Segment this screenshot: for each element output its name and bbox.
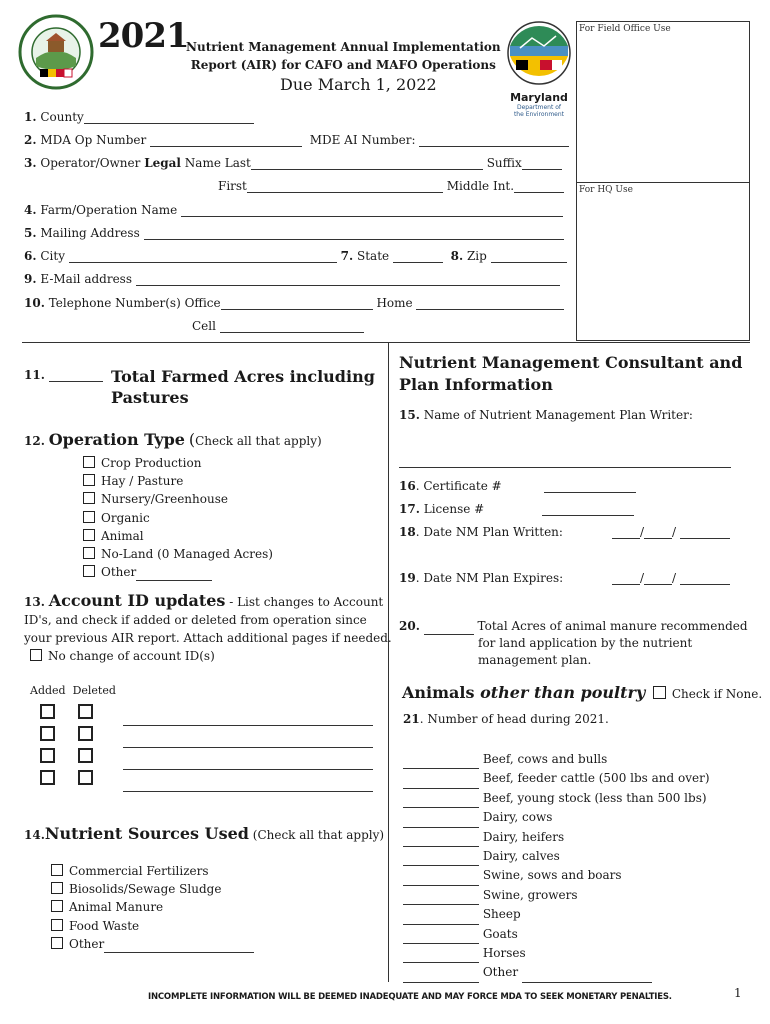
q21-head-count: 21. Number of head during 2021. [403,712,609,726]
q17-license: 17. License # [399,502,634,516]
deleted-checkbox[interactable] [78,748,93,763]
first-name-input[interactable] [247,180,443,193]
no-change-option[interactable]: No change of account ID(s) [24,647,392,665]
mde-logo-sub2: the Environment [513,111,565,118]
field-operator-name: 3. Operator/Owner Legal Name Last Suffix [24,156,562,170]
field-county: 1. County [24,110,254,124]
q14-heading: 14.Nutrient Sources Used (Check all that apply) [24,824,385,843]
q20-manure-acres: 20. Total Acres of animal manure recommended for land application by the nutrient management plan. [399,619,748,667]
checkbox-icon[interactable] [83,456,95,468]
checkbox-icon[interactable] [51,882,63,894]
field-office-use-box[interactable] [576,21,750,183]
animal-row: Dairy, calves [403,847,710,866]
deleted-checkbox[interactable] [78,770,93,785]
account-id-input[interactable] [123,713,373,726]
q11-title: Total Farmed Acres including Pastures [111,367,375,407]
checkbox-icon[interactable] [30,649,42,661]
head-count-input[interactable] [403,853,479,866]
operation-type-option[interactable]: Animal [83,527,273,545]
animal-row: Swine, sows and boars [403,866,710,885]
animal-row: Dairy, cows [403,808,710,827]
license-input[interactable] [542,503,634,516]
phone-cell-input[interactable] [220,320,364,333]
field-city-state-zip: 6. City 7. State 8. Zip [24,249,567,263]
checkbox-icon[interactable] [51,864,63,876]
operation-type-option[interactable]: Organic [83,509,273,527]
report-year: 2021 [98,16,189,56]
county-input[interactable] [84,111,254,124]
head-count-input[interactable] [403,834,479,847]
field-office-use-label: For Field Office Use [579,24,671,34]
manure-acres-input[interactable] [424,622,474,635]
account-id-input[interactable] [123,735,373,748]
operation-type-option[interactable]: No-Land (0 Managed Acres) [83,545,273,563]
head-count-input[interactable] [403,815,479,828]
section-divider [22,342,750,343]
date-written-input[interactable]: / / [612,525,730,539]
nutrient-source-option[interactable]: Commercial Fertilizers [51,862,254,880]
middle-initial-input[interactable] [514,180,564,193]
operation-type-option[interactable]: Crop Production [83,454,273,472]
mde-emblem-icon [506,20,572,86]
account-id-input[interactable] [123,757,373,770]
hq-use-label: For HQ Use [579,185,633,195]
q18-date-written: 18. Date NM Plan Written: [399,525,563,539]
head-count-input[interactable] [403,912,479,925]
page-number: 1 [734,986,742,1000]
added-checkbox[interactable] [40,726,55,741]
date-expires-input[interactable]: / / [612,571,730,585]
plan-writer-input[interactable] [399,455,731,468]
nutrient-source-option[interactable]: Animal Manure [51,898,254,916]
nutrient-source-option[interactable]: Food Waste [51,917,254,935]
deleted-checkbox[interactable] [78,704,93,719]
checkbox-icon[interactable] [51,937,63,949]
phone-office-input[interactable] [221,297,373,310]
report-title [186,38,501,74]
animal-row: Sheep [403,905,710,924]
consultant-section-title: Nutrient Management Consultant and Plan Information [399,353,743,394]
account-id-row [40,726,373,748]
field-cell: Cell [192,319,364,333]
animal-other-input[interactable] [522,970,652,983]
added-checkbox[interactable] [40,748,55,763]
mda-seal-logo [18,14,94,90]
checkbox-icon[interactable] [83,474,95,486]
title-line-1: Nutrient Management Annual Implementation [186,40,501,54]
checkbox-icon[interactable] [83,547,95,559]
field-first-name: First Middle Int. [218,179,564,193]
last-name-input[interactable] [251,157,483,170]
checkbox-icon[interactable] [83,565,95,577]
checkbox-icon[interactable] [83,492,95,504]
field-farm-name: 4. Farm/Operation Name [24,203,563,217]
none-checkbox[interactable] [653,686,666,699]
mde-ai-number-input[interactable] [419,134,569,147]
head-count-input[interactable] [403,892,479,905]
due-date: Due March 1, 2022 [280,75,437,94]
account-id-row [40,770,373,792]
suffix-input[interactable] [522,157,562,170]
head-count-input[interactable] [403,950,479,963]
total-acres-input[interactable] [49,369,103,382]
q15-plan-writer: 15. Name of Nutrient Management Plan Writer: [399,408,693,422]
deleted-checkbox[interactable] [78,726,93,741]
account-id-rows [40,704,373,792]
head-count-input[interactable] [403,970,479,983]
animal-row: Goats [403,925,710,944]
penalty-footer-note: INCOMPLETE INFORMATION WILL BE DEEMED INADEQUATE AND MAY FORCE MDA TO SEEK MONETARY PENALTIES. [148,992,672,1002]
head-count-input[interactable] [403,873,479,886]
mde-logo-name: Maryland [510,91,568,104]
account-id-row [40,704,373,726]
animal-row: Beef, cows and bulls [403,750,710,769]
field-mda-op-number: 2. MDA Op Number MDE AI Number: [24,133,569,147]
animal-row: Dairy, heifers [403,828,710,847]
q12-heading: 12. Operation Type (Check all that apply) [24,430,322,449]
state-input[interactable] [393,250,443,263]
checkbox-icon[interactable] [83,529,95,541]
animal-row: Beef, young stock (less than 500 lbs) [403,789,710,808]
operation-type-option[interactable]: Other [83,563,273,581]
operation-type-option[interactable]: Hay / Pasture [83,472,273,490]
added-deleted-header: Added Deleted [30,684,116,697]
phone-home-input[interactable] [416,297,564,310]
zip-input[interactable] [491,250,567,263]
head-count-input[interactable] [403,795,479,808]
nutrient-sources-list [51,862,254,953]
animals-heading: Animals other than poultry Check if None. [402,683,763,702]
added-checkbox[interactable] [40,770,55,785]
plan-writer-line [399,454,731,468]
added-checkbox[interactable] [40,704,55,719]
nutrient-other-input[interactable] [104,940,254,953]
title-line-2: Report (AIR) for CAFO and MAFO Operations [190,58,496,72]
account-id-input[interactable] [123,779,373,792]
operation-type-option[interactable]: Nursery/Greenhouse [83,490,273,508]
q13-account-id: 13. Account ID updates - List changes to Account ID's, and check if added or deleted from operation since your previous AIR report. Attach additional pages if needed. No change of account ID(s) [24,591,392,663]
operation-type-list [83,454,273,581]
mailing-address-input[interactable] [144,227,564,240]
animal-row: Beef, feeder cattle (500 lbs and over) [403,769,710,788]
q11-total-acres: 11. [24,368,103,382]
checkbox-icon[interactable] [51,919,63,931]
city-input[interactable] [69,250,337,263]
hq-use-box[interactable] [576,182,750,341]
email-input[interactable] [136,273,560,286]
mda-op-number-input[interactable] [150,134,302,147]
animal-row: Other [403,963,710,982]
head-count-input[interactable] [403,931,479,944]
mde-logo-sub1: Department of [517,104,561,111]
animal-row: Swine, growers [403,886,710,905]
certificate-input[interactable] [544,480,636,493]
field-email: 9. E-Mail address [24,272,560,286]
account-id-row [40,748,373,770]
farm-name-input[interactable] [181,204,563,217]
animal-row: Horses [403,944,710,963]
head-count-input[interactable] [403,776,479,789]
head-count-input[interactable] [403,756,479,769]
nutrient-source-option[interactable]: Other [51,935,254,953]
checkbox-icon[interactable] [51,900,63,912]
q19-date-expires: 19. Date NM Plan Expires: [399,571,564,585]
checkbox-icon[interactable] [83,511,95,523]
nutrient-source-option[interactable]: Biosolids/Sewage Sludge [51,880,254,898]
animal-list [403,750,710,983]
q16-certificate: 16. Certificate # [399,479,636,493]
field-telephone: 10. Telephone Number(s) Office Home [24,296,564,310]
mde-logo [506,20,572,120]
field-mailing-address: 5. Mailing Address [24,226,564,240]
operation-other-input[interactable] [136,568,212,581]
